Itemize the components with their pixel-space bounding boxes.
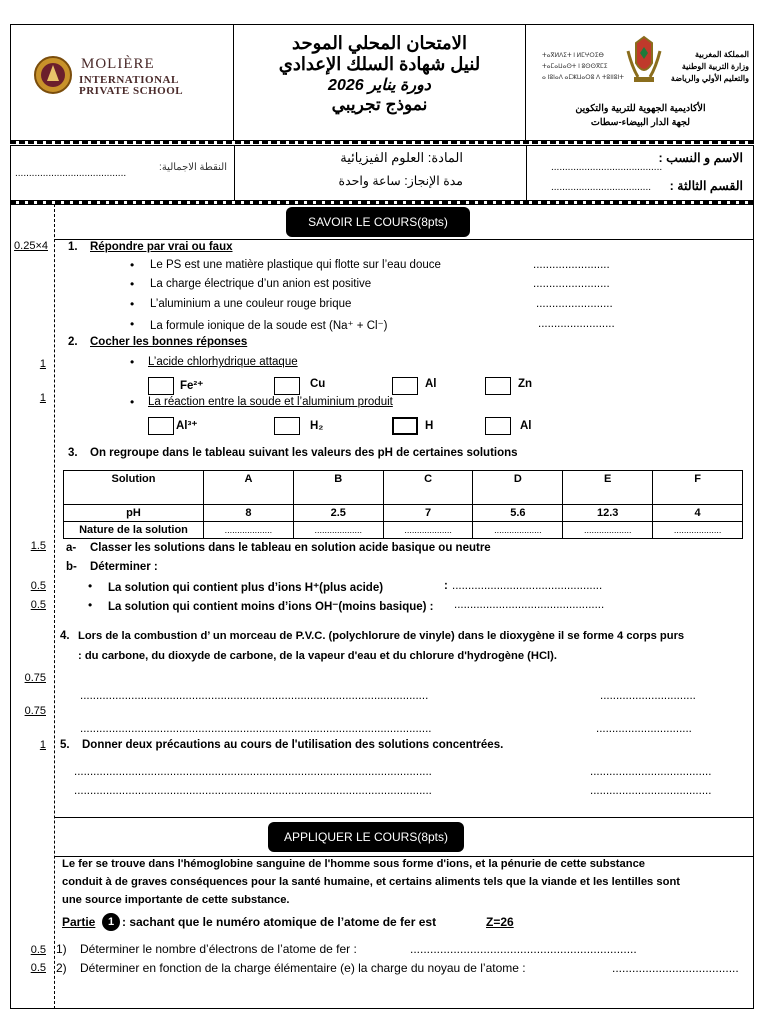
school-crest-icon (33, 55, 73, 95)
q5-answer-1[interactable]: ................................................................................................................ (74, 766, 432, 778)
s2q1-text: Déterminer le nombre d’électrons de l’atome de fer : (80, 942, 357, 956)
class-label: القسم الثالثة : (669, 179, 743, 193)
bullet-icon: • (88, 598, 93, 612)
q3b1-answer[interactable]: ............................................... (452, 580, 603, 592)
solution-c: C (383, 471, 473, 505)
q3b1-colon: : (444, 580, 448, 592)
ph-e: 12.3 (563, 505, 653, 522)
exam-model: نموذج تجريبي (331, 95, 428, 114)
table-row (64, 505, 743, 522)
q2a-checkbox-4[interactable] (485, 377, 511, 395)
partie-label: Partie (62, 915, 96, 929)
q2a-text: L’acide chlorhydrique attaque (148, 356, 298, 368)
exam-title-line2: لنيل شهادة السلك الإعدادي (278, 54, 481, 74)
s2q2-answer[interactable]: ...................................... (612, 961, 739, 975)
nature-f[interactable]: ................... (653, 522, 743, 539)
exam-session: دورة يناير 2026 (328, 77, 431, 94)
q4-answer-1[interactable]: ............................................................................................................. (80, 690, 429, 702)
academy-line1: الأكاديمية الجهوية للتربية والتكوين (575, 103, 706, 114)
q1-item-2: La charge électrique d’un anion est positive (150, 278, 372, 290)
solution-f: F (653, 471, 743, 505)
q2b-text: La réaction entre la soude et l’aluminium produit (148, 396, 393, 408)
s2q1-mark: 0.5 (30, 944, 46, 956)
exam-header (10, 24, 754, 141)
table-row (64, 522, 743, 539)
s2q2-number: 2) (56, 961, 67, 975)
q2b-option-1: Al³⁺ (176, 420, 198, 432)
q2b-option-2: H₂ (310, 420, 324, 432)
q1-item-3: L’aluminium a une couleur rouge brique (150, 298, 352, 310)
q3b1-mark: 0.5 (30, 580, 46, 592)
q1-mark: 0.25×4 (14, 240, 48, 252)
savoir-banner: SAVOIR LE COURS(8pts) (286, 207, 470, 237)
ministry-tifinagh-1: ⵜⴰⴳⵍⴷⵉⵜ ⵏ ⵍⵎⵖⵔⵉⴱ (542, 53, 604, 59)
q4-answer-2[interactable]: .............................. (600, 690, 696, 702)
school-logo-block (11, 25, 234, 140)
q2a-checkbox-2[interactable] (274, 377, 300, 395)
exam-title-line1: الامتحان المحلي الموحد (292, 33, 467, 53)
nature-header: Nature de la solution (64, 522, 204, 539)
q3b2-answer[interactable]: ............................................... (454, 599, 605, 611)
bullet-icon: • (130, 317, 135, 331)
academy-line2: لجهة الدار البيضاء-سطات (590, 117, 691, 128)
q4-answer-3[interactable]: .............................................................................................................. (80, 723, 432, 735)
nature-d[interactable]: ................... (473, 522, 563, 539)
ministry-arabic-1: المملكة المغربية (695, 50, 749, 59)
q1-item-1: Le PS est une matière plastique qui flotte sur l’eau douce (150, 259, 441, 271)
school-name-line2: INTERNATIONAL (79, 74, 179, 86)
total-score-label: النقطة الاجمالية: (159, 162, 227, 173)
bullet-icon: • (130, 395, 135, 409)
intro-line2: conduit à de graves conséquences pour la santé humaine, et certains aliments tels que la viande et les lentilles sont (62, 876, 681, 888)
q1-number: 1. (68, 241, 78, 253)
q2b-mark: 1 (39, 392, 46, 404)
solution-e: E (563, 471, 653, 505)
q4-number: 4. (60, 630, 70, 642)
q2a-option-3: Al (425, 378, 437, 390)
solution-b: B (293, 471, 383, 505)
section2-separator (54, 817, 754, 818)
nature-b[interactable]: ................... (293, 522, 383, 539)
nature-e[interactable]: ................... (563, 522, 653, 539)
q2b-checkbox-3[interactable] (392, 417, 418, 435)
ministry-block (526, 25, 755, 140)
q2a-option-2: Cu (310, 378, 326, 390)
q1-answer-3[interactable]: ........................ (536, 298, 613, 310)
ph-c: 7 (383, 505, 473, 522)
s2q1-answer[interactable]: .................................................................... (410, 942, 637, 956)
q5-number: 5. (60, 739, 70, 751)
q4-line1: Lors de la combustion d’ un morceau de P.V.C. (polychlorure de vinyle) dans le dioxygène il se forme 4 corps purs (78, 630, 685, 642)
partie-z: Z=26 (486, 915, 514, 929)
kingdom-emblem-icon (624, 33, 664, 85)
q2b-checkbox-1[interactable] (148, 417, 174, 435)
ministry-tifinagh-2: ⵜⴰⵎⴰⵡⴰⵙⵜ ⵏ ⵓⵙⵙⴳⵎⵉ (542, 64, 608, 70)
name-label: الاسم و النسب : (658, 151, 743, 165)
ph-header: pH (64, 505, 204, 522)
q2b-option-3: H (425, 420, 434, 432)
q2a-option-1: Fe²⁺ (180, 380, 204, 392)
q5-answer-2[interactable]: ...................................... (590, 766, 712, 778)
ph-f: 4 (653, 505, 743, 522)
q3a-text: Classer les solutions dans le tableau en solution acide basique ou neutre (90, 542, 491, 554)
ministry-tifinagh-3: ⴰ ⵏⵓⵏⴰⴷ ⴰⵎⵣⵡⴰⵔⵓ ⴷ ⵜⵓⵏⵏⵓⵏⵜ (542, 75, 624, 81)
margin-line (54, 204, 55, 1009)
q1-title: Répondre par vrai ou faux (90, 241, 233, 253)
appliquer-banner: APPLIQUER LE COURS(8pts) (268, 822, 464, 852)
solution-a: A (204, 471, 294, 505)
bullet-icon: • (88, 579, 93, 593)
q5-mark: 1 (39, 739, 46, 751)
q3a-prefix: a- (66, 542, 77, 554)
q5-text: Donner deux précautions au cours de l'utilisation des solutions concentrées. (82, 739, 504, 751)
q2a-option-4: Zn (518, 378, 533, 390)
q1-answer-1[interactable]: ........................ (533, 259, 610, 271)
bullet-icon: • (130, 277, 135, 291)
q4-mark-2: 0.75 (24, 705, 46, 717)
q1-answer-4[interactable]: ........................ (538, 318, 615, 330)
q2b-checkbox-2[interactable] (274, 417, 300, 435)
ph-d: 5.6 (473, 505, 563, 522)
ministry-arabic-3: والتعليم الأولي والرياضة (670, 74, 749, 83)
nature-a[interactable]: ................... (204, 522, 294, 539)
header-divider (10, 141, 754, 144)
q5-answer-3[interactable]: ................................................................................................................ (74, 785, 432, 797)
ministry-arabic-2: وزارة التربية الوطنية (681, 62, 749, 71)
school-name-line1: MOLIÈRE (81, 56, 155, 72)
q2-number: 2. (68, 336, 78, 348)
q3b-text: Déterminer : (90, 561, 158, 573)
solution-d: D (473, 471, 563, 505)
partie-number-badge: 1 (102, 913, 120, 931)
q2-title: Cocher les bonnes réponses (90, 336, 248, 348)
bullet-icon: • (130, 355, 135, 369)
q5-answer-4[interactable]: ...................................... (590, 785, 712, 797)
s2q2-mark: 0.5 (30, 962, 46, 974)
class-field[interactable]: .................................... (551, 182, 652, 193)
exam-title-block (234, 25, 526, 140)
s2q1-number: 1) (56, 942, 67, 956)
q4-line2: : du carbone, du dioxyde de carbone, de la vapeur d'eau et du chlorure d'hydrogène (HCl). (78, 650, 558, 662)
subject-label: المادة: العلوم الفيزيائية (340, 150, 463, 165)
solution-header: Solution (64, 471, 204, 505)
table-row (64, 471, 743, 505)
q3b1-text: La solution qui contient plus d’ions H⁺(plus acide) (108, 582, 384, 594)
nature-c[interactable]: ................... (383, 522, 473, 539)
q3b2-mark: 0.5 (30, 599, 46, 611)
intro-line3: une source importante de cette substance. (62, 894, 290, 906)
bullet-icon: • (130, 258, 135, 272)
name-field[interactable]: ........................................ (551, 162, 663, 173)
q3-number: 3. (68, 447, 78, 459)
q2a-checkbox-1[interactable] (148, 377, 174, 395)
ph-a: 8 (204, 505, 294, 522)
q2a-mark: 1 (39, 358, 46, 370)
duration-label: مدة الإنجاز: ساعة واحدة (338, 174, 463, 188)
q3a-mark: 1.5 (30, 540, 46, 552)
section1-top-rule (54, 239, 754, 240)
student-info-block (10, 145, 754, 201)
q3b2-text: La solution qui contient moins d’ions OH⁻(moins basique) : (108, 601, 434, 613)
bullet-icon: • (130, 297, 135, 311)
q4-answer-4[interactable]: .............................. (596, 723, 692, 735)
q4-mark-1: 0.75 (24, 672, 46, 684)
intro-line1: Le fer se trouve dans l'hémoglobine sanguine de l'homme sous forme d'ions, et la pénurie de cette substance (62, 858, 646, 870)
total-score-field[interactable]: ........................................ (15, 168, 127, 179)
q3b-prefix: b- (66, 561, 77, 573)
q3-title: On regroupe dans le tableau suivant les valeurs des pH de certaines solutions (90, 447, 518, 459)
q1-answer-2[interactable]: ........................ (533, 278, 610, 290)
ph-table (63, 470, 743, 539)
section2-top-rule (54, 856, 754, 857)
s2q2-text: Déterminer en fonction de la charge élémentaire (e) la charge du noyau de l’atome : (80, 961, 526, 975)
q2b-option-4: Al (520, 420, 532, 432)
q2b-checkbox-4[interactable] (485, 417, 511, 435)
ph-b: 2.5 (293, 505, 383, 522)
school-name-line3: PRIVATE SCHOOL (79, 85, 184, 97)
q1-item-4: La formule ionique de la soude est (Na⁺ + Cl⁻) (150, 320, 388, 332)
q2a-checkbox-3[interactable] (392, 377, 418, 395)
partie-text: : sachant que le numéro atomique de l’atome de fer est (122, 915, 437, 929)
